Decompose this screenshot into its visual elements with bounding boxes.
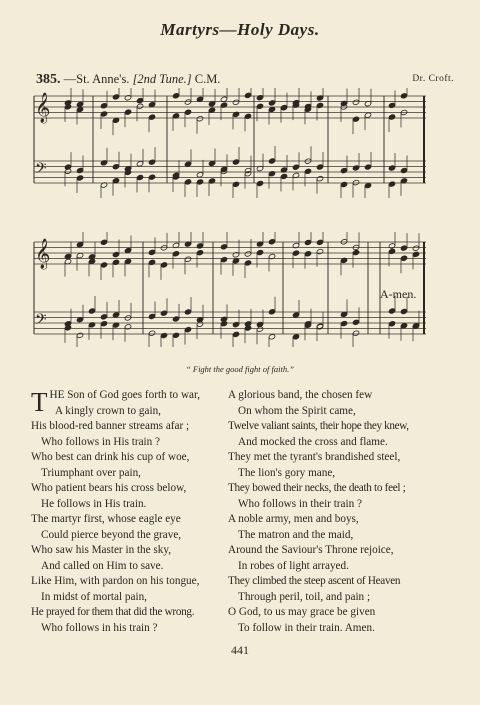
note-head [232, 181, 239, 187]
note-head [388, 102, 395, 108]
note-head [76, 106, 83, 112]
note-head [76, 332, 83, 338]
note-head [268, 239, 275, 245]
note-head [400, 308, 407, 314]
hymn-number: 385. [36, 72, 61, 87]
note-head [172, 316, 179, 322]
note-head [76, 167, 83, 173]
note-head [340, 167, 347, 173]
note-head [220, 244, 227, 250]
note-head [232, 159, 239, 165]
note-head [196, 250, 203, 256]
note-head [388, 243, 395, 249]
note-head [136, 97, 143, 103]
note-head [100, 321, 107, 327]
note-head [316, 102, 323, 108]
note-head [220, 257, 227, 263]
stanza-2 [31, 512, 199, 636]
note-head [352, 249, 359, 255]
stanza-line: A glorious band, the chosen few [228, 389, 373, 401]
composer: Dr. Croft. [412, 74, 454, 84]
note-head [232, 252, 239, 258]
stanza-line: The martyr first, whose eagle eye [31, 513, 181, 525]
stanza-line: The matron and the maid, [238, 528, 354, 541]
note-head [340, 320, 347, 326]
note-head [256, 103, 263, 109]
stanza-line: In robes of light arrayed. [238, 559, 349, 572]
note-head [352, 319, 359, 325]
note-head [352, 116, 359, 122]
note-head [88, 308, 95, 314]
score-system-2 [28, 232, 428, 347]
stanza-line: Who follows in their train ? [238, 497, 362, 510]
note-head [148, 313, 155, 319]
note-head [160, 332, 167, 338]
note-head [400, 167, 407, 173]
note-head [184, 109, 191, 115]
stanza-3 [228, 388, 409, 512]
note-head [136, 174, 143, 180]
stanza-1 [31, 388, 200, 512]
drop-cap: T [31, 387, 48, 417]
stanza-line: O God, to us may grace be given [228, 606, 376, 618]
stanza-line: They climbed the steep ascent of Heaven [228, 575, 401, 587]
note-head [172, 93, 179, 99]
stanza-line: Like Him, with pardon on his tongue, [31, 575, 200, 587]
score-system-1 [28, 88, 428, 198]
stanza-line: Around the Saviour's Throne rejoice, [228, 544, 394, 556]
note-head [232, 331, 239, 337]
note-head [196, 172, 203, 178]
note-head [76, 175, 83, 181]
note-head [148, 159, 155, 165]
note-head [244, 251, 251, 257]
meter: C.M. [194, 72, 221, 86]
note-head [256, 180, 263, 186]
stanza-line: Through peril, toil, and pain ; [238, 590, 371, 603]
note-head [100, 160, 107, 166]
note-head [352, 179, 359, 185]
note-head [232, 99, 239, 105]
note-head [124, 109, 131, 115]
note-head [388, 165, 395, 171]
note-head [112, 164, 119, 170]
note-head [148, 249, 155, 255]
amen-lyric: A-men. [380, 287, 417, 301]
note-head [364, 112, 371, 118]
note-head [292, 164, 299, 170]
note-head [412, 251, 419, 257]
note-head [244, 113, 251, 119]
note-head [76, 242, 83, 248]
note-head [304, 168, 311, 174]
note-head [136, 161, 143, 167]
note-head [388, 308, 395, 314]
stanza-line: They met the tyrant's brandished steel, [228, 451, 401, 463]
note-head [268, 158, 275, 164]
note-head [124, 95, 131, 101]
stanza-line: He prayed for them that did the wrong. [31, 606, 195, 618]
note-head [172, 332, 179, 338]
stanza-line: Who saw his Master in the sky, [31, 544, 172, 556]
note-head [388, 114, 395, 120]
note-head [316, 176, 323, 182]
note-head [316, 239, 323, 245]
note-head [112, 251, 119, 257]
note-head [340, 181, 347, 187]
note-head [124, 258, 131, 264]
note-head [388, 321, 395, 327]
note-head [388, 248, 395, 254]
note-head [100, 262, 107, 268]
stanza-line: Twelve valiant saints, their hope they knew, [228, 420, 409, 432]
note-head [256, 249, 263, 255]
note-head [112, 94, 119, 100]
note-head [280, 105, 287, 111]
note-head [148, 259, 155, 265]
note-head [148, 330, 155, 336]
stanza-line: Could pierce beyond the grave, [41, 528, 182, 541]
note-head [268, 171, 275, 177]
note-head [292, 250, 299, 256]
note-head [160, 262, 167, 268]
note-head [148, 174, 155, 180]
note-head [304, 251, 311, 257]
note-head [256, 326, 263, 332]
note-head [352, 330, 359, 336]
note-head [268, 309, 275, 315]
stanza-line: Who follows in his train ? [41, 621, 158, 634]
note-head [124, 315, 131, 321]
stanza-line: In midst of mortal pain, [41, 590, 147, 603]
note-head [76, 101, 83, 107]
note-head [268, 334, 275, 340]
note-head [316, 248, 323, 254]
note-head [352, 165, 359, 171]
bass-clef-icon: 𝄢 [35, 311, 47, 332]
stanza-line: And called on Him to save. [41, 559, 164, 572]
bass-clef-icon: 𝄢 [35, 160, 47, 181]
note-head [304, 239, 311, 245]
treble-clef-icon: 𝄞 [35, 239, 51, 269]
epigraph: “ Fight the good fight of faith.” [186, 364, 294, 374]
note-head [100, 103, 107, 109]
note-head [412, 245, 419, 251]
note-head [268, 100, 275, 106]
stanza-line: The lion's gory mane, [238, 466, 336, 479]
note-head [400, 255, 407, 261]
note-head [184, 179, 191, 185]
stanza-line: His blood-red banner streams afar ; [31, 420, 190, 432]
note-head [184, 309, 191, 315]
stanza-line: And mocked the cross and flame. [238, 435, 388, 448]
stanza-4 [228, 512, 400, 636]
note-head [364, 164, 371, 170]
note-head [232, 321, 239, 327]
stanza-line: Who follows in His train ? [41, 435, 161, 448]
note-head [184, 256, 191, 262]
stanza-line: On whom the Spirit came, [238, 404, 356, 417]
stanza-line: They bowed their necks, the death to feel ; [228, 482, 406, 494]
note-head [136, 103, 143, 109]
note-head [112, 259, 119, 265]
note-head [364, 182, 371, 188]
page-number: 441 [231, 643, 249, 657]
note-head [256, 95, 263, 101]
stanza-line: To follow in their train. Amen. [238, 621, 375, 634]
note-head [88, 322, 95, 328]
note-head [244, 92, 251, 98]
note-head [292, 334, 299, 340]
note-head [88, 258, 95, 264]
note-head [388, 181, 395, 187]
note-head [148, 114, 155, 120]
tune-name: —St. Anne's. [63, 72, 130, 86]
note-head [100, 111, 107, 117]
stanza-line: A kingly crown to gain, [55, 404, 161, 417]
hymn-heading [36, 72, 454, 88]
note-head [316, 164, 323, 170]
note-head [196, 179, 203, 185]
stanza-line: Triumphant over pain, [41, 466, 141, 479]
note-head [160, 310, 167, 316]
note-head [184, 327, 191, 333]
note-head [100, 239, 107, 245]
running-header: Martyrs—Holy Days. [160, 20, 320, 39]
note-head [400, 323, 407, 329]
stanza-line: HE Son of God goes forth to war, [49, 389, 201, 401]
treble-clef-icon: 𝄞 [35, 93, 51, 123]
note-head [76, 252, 83, 258]
note-head [172, 251, 179, 257]
tune-note: [2nd Tune.] [132, 72, 192, 86]
note-head [352, 99, 359, 105]
stanza-line: A noble army, men and boys, [228, 513, 359, 525]
note-head [124, 324, 131, 330]
stanza-line: Who best can drink his cup of woe, [31, 451, 190, 463]
note-head [196, 243, 203, 249]
note-head [184, 99, 191, 105]
note-head [400, 93, 407, 99]
note-head [400, 245, 407, 251]
stanza-line: Who patient bears his cross below, [31, 482, 187, 494]
stanza-line: He follows in His train. [41, 497, 147, 510]
note-head [280, 173, 287, 179]
note-head [100, 314, 107, 320]
note-head [244, 260, 251, 266]
note-head [196, 116, 203, 122]
